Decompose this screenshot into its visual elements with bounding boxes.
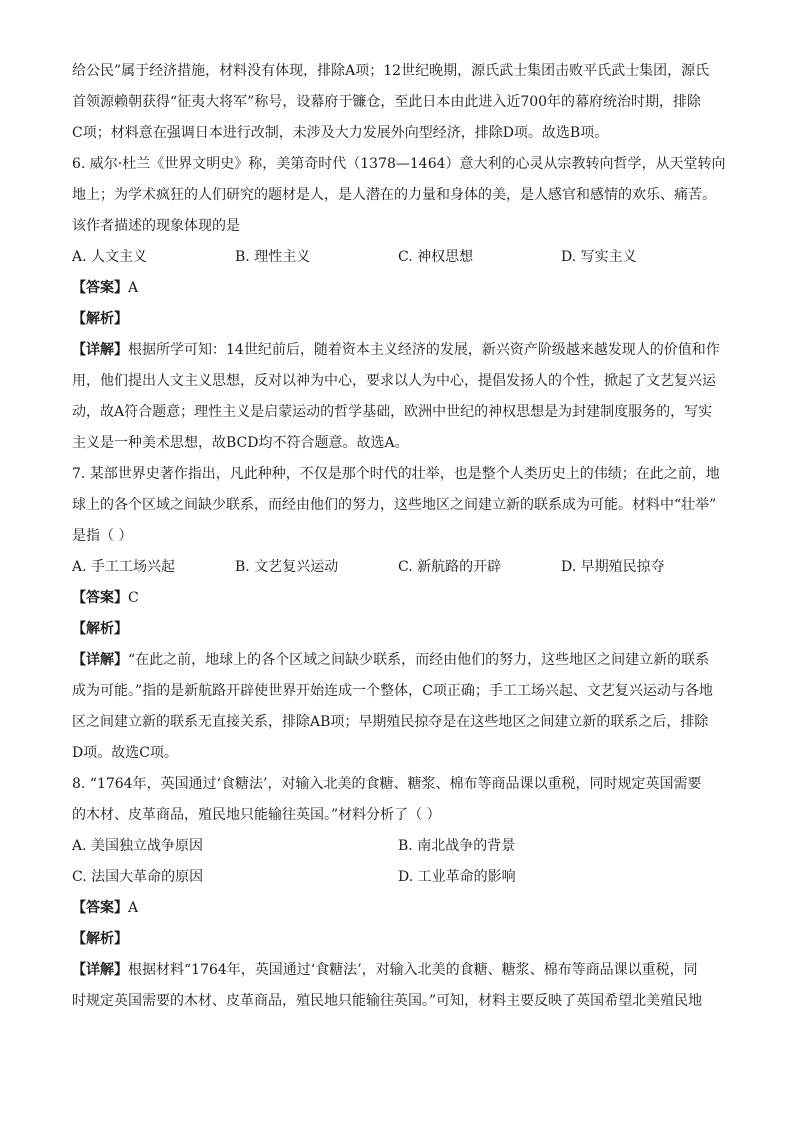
option-d: D. 早期殖民掠夺: [561, 559, 665, 575]
answer-label: 【答案】: [72, 900, 128, 916]
option-d: D. 写实主义: [561, 249, 637, 265]
detail-line: 动，故A符合题意；理性主义是启蒙运动的哲学基础，欧洲中世纪的神权思想是为封建制度服务的，写实: [72, 404, 713, 420]
detail-line: 主义是一种美术思想，故BCD均不符合题意。故选A。: [72, 435, 409, 451]
detail-text: 根据所学可知：14世纪前后，随着资本主义经济的发展，新兴资产阶级越来越发现人的价值和作: [128, 342, 720, 358]
answer-label: 【答案】: [72, 590, 128, 606]
analysis-line: [72, 929, 724, 950]
detail-line: [72, 340, 724, 361]
option-c: C. 新航路的开辟: [398, 559, 502, 575]
detail-line: [72, 650, 724, 671]
answer-line: [72, 898, 724, 919]
question-stem-line: 6. 威尔·杜兰《世界文明史》称，美第奇时代（1378—1464）意大利的心灵从宗教转向哲学，从天堂转向: [72, 156, 726, 172]
detail-line: 用，他们提出人文主义思想，反对以神为中心，要求以人为中心，提倡发扬人的个性，掀起了文艺复兴运: [72, 373, 716, 389]
option-row: [72, 247, 724, 268]
option-c: C. 神权思想: [398, 249, 474, 265]
option-row: [72, 867, 724, 888]
option-a: A. 手工工场兴起: [72, 559, 176, 575]
analysis-label: 【解析】: [72, 621, 128, 637]
question-7: [72, 464, 724, 764]
option-row: [72, 557, 724, 578]
answer-line: [72, 588, 724, 609]
detail-line: 时规定英国需要的木材、皮革商品，殖民地只能输往英国。”可知，材料主要反映了英国希望北美殖民地: [72, 993, 703, 1009]
detail-text: 根据材料“1764年，英国通过‘食糖法’，对输入北美的食糖、糖浆、棉布等商品课以重税，同: [128, 962, 698, 978]
detail-line: 区之间建立新的联系无直接关系，排除AB项；早期殖民掠夺是在这些地区之间建立新的联系之后，排除: [72, 714, 709, 730]
answer-label: 【答案】: [72, 280, 128, 296]
option-row: [72, 836, 724, 857]
option-a: A. 美国独立战争原因: [72, 838, 204, 854]
option-d: D. 工业革命的影响: [398, 869, 516, 885]
option-a: A. 人文主义: [72, 249, 148, 265]
detail-label: 【详解】: [72, 652, 128, 668]
question-stem-line: 是指（ ）: [72, 528, 133, 544]
detail-line: [72, 960, 724, 981]
question-6: [72, 154, 724, 454]
question-stem-line: 7. 某部世界史著作指出，凡此种种，不仅是那个时代的壮举，也是整个人类历史上的伟绩；在此之前，地: [72, 466, 720, 482]
analysis-line: [72, 309, 724, 330]
page-content: [72, 61, 724, 1022]
question-stem-line: 的木材、皮革商品，殖民地只能输往英国。”材料分析了（ ）: [72, 807, 441, 823]
detail-text: “在此之前，地球上的各个区域之间缺少联系，而经由他们的努力，这些地区之间建立新的联系: [128, 652, 710, 668]
analysis-label: 【解析】: [72, 311, 128, 327]
question-stem-line: 该作者描述的现象体现的是: [72, 218, 240, 234]
intro-line: C项；材料意在强调日本进行改制，未涉及大力发展外向型经济，排除D项。故选B项。: [72, 125, 609, 141]
option-b: B. 理性主义: [235, 249, 311, 265]
analysis-label: 【解析】: [72, 931, 128, 947]
analysis-line: [72, 619, 724, 640]
answer-line: [72, 278, 724, 299]
option-c: C. 法国大革命的原因: [72, 869, 204, 885]
detail-label: 【详解】: [72, 342, 128, 358]
question-8: [72, 774, 724, 1012]
answer-value: A: [128, 280, 139, 296]
intro-line: 首领源赖朝获得“征夷大将军”称号，设幕府于镰仓，至此日本由此进入近700年的幕府统治时期，排除: [72, 94, 702, 110]
detail-label: 【详解】: [72, 962, 128, 978]
detail-line: D项。故选C项。: [72, 745, 178, 761]
option-b: B. 南北战争的背景: [398, 838, 516, 854]
answer-value: C: [128, 590, 139, 606]
question-stem-line: 球上的各个区域之间缺少联系，而经由他们的努力，这些地区之间建立新的联系成为可能。材料中“壮举”: [72, 497, 717, 513]
answer-value: A: [128, 900, 139, 916]
intro-line: 给公民”属于经济措施，材料没有体现，排除A项；12世纪晚期，源氏武士集团击败平氏武士集团，源氏: [72, 63, 710, 79]
question-stem-line: 8. “1764年，英国通过‘食糖法’，对输入北美的食糖、糖浆、棉布等商品课以重税，同时规定英国需要: [72, 776, 702, 792]
detail-line: 成为可能。”指的是新航路开辟使世界开始连成一个整体，C项正确；手工工场兴起、文艺复兴运动与各地: [72, 683, 713, 699]
question-stem-line: 地上；为学术疯狂的人们研究的题材是人，是人潜在的力量和身体的美，是人感官和感情的欢乐、痛苦。: [72, 187, 716, 203]
option-b: B. 文艺复兴运动: [235, 559, 339, 575]
